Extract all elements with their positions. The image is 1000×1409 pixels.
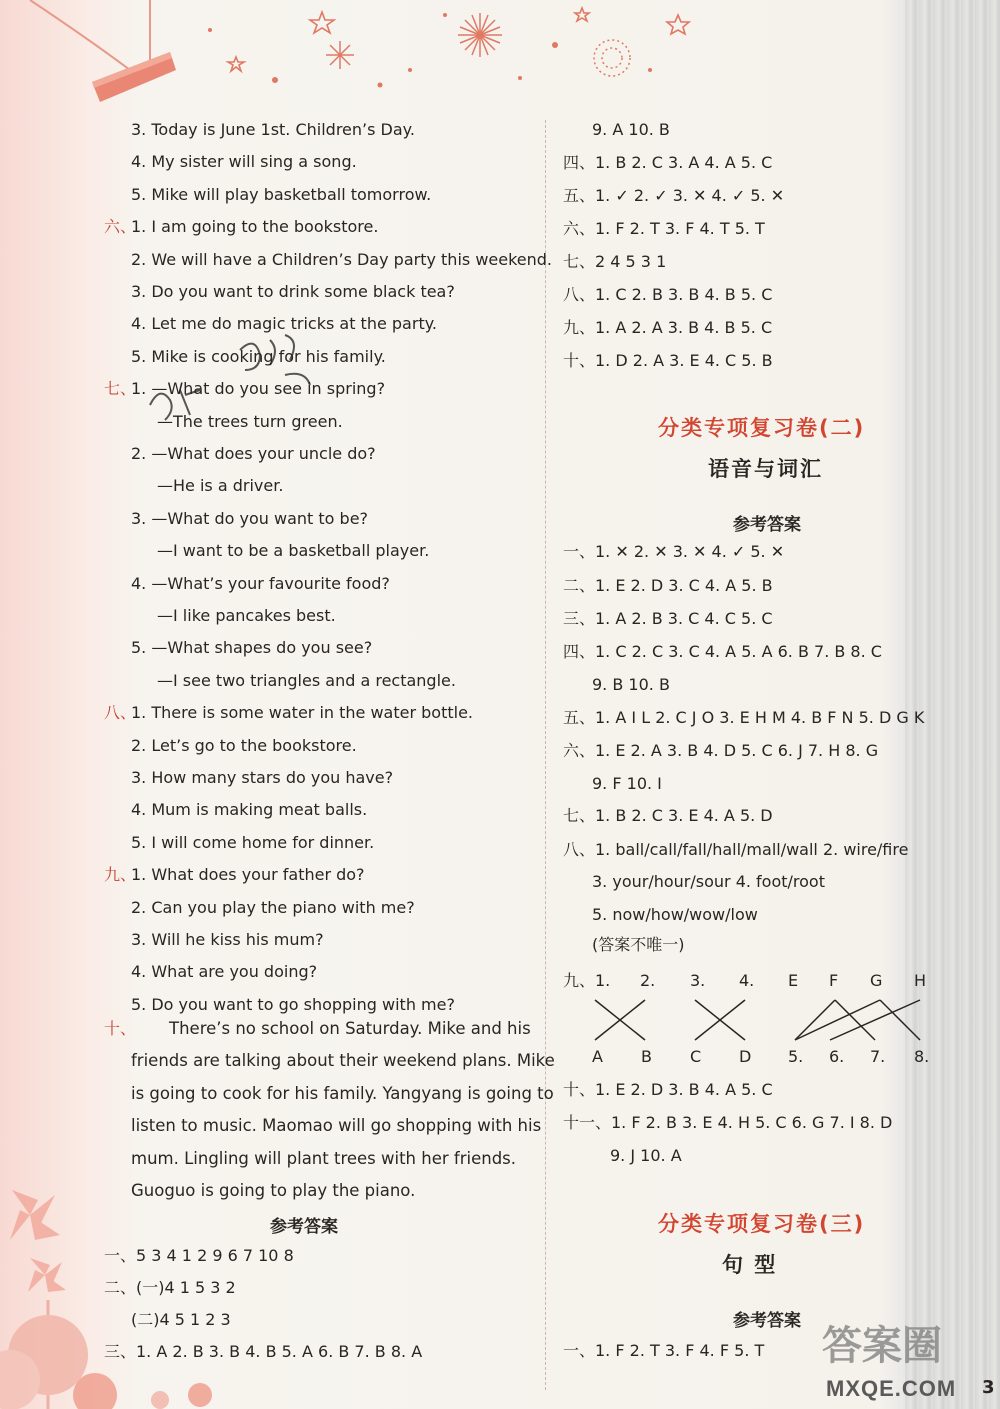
- answer-row: (二)4 5 1 2 3: [131, 1310, 231, 1329]
- sparkle-dots-icon: [208, 13, 652, 88]
- match-label-bottom: 7.: [870, 1047, 886, 1066]
- answer-row: 9. B 10. B: [592, 675, 670, 694]
- match-label-top: 2.: [640, 971, 656, 990]
- section-marker: 十、: [104, 1019, 137, 1038]
- answer-row: 七、1. B 2. C 3. E 4. A 5. D: [563, 806, 773, 825]
- page-number: 3: [982, 1377, 995, 1398]
- answer-row: 四、1. B 2. C 3. A 4. A 5. C: [563, 153, 773, 172]
- answer-line: —I like pancakes best.: [157, 606, 336, 625]
- match-label-top: E: [788, 971, 799, 990]
- swing-icon: [30, 0, 176, 102]
- answer-row: 5. now/how/wow/low: [592, 905, 758, 924]
- section2-title: 分类专项复习卷(二): [658, 416, 866, 440]
- answer-row: 一、1. ✕ 2. ✕ 3. ✕ 4. ✓ 5. ✕: [563, 542, 785, 561]
- match-label-top: 4.: [739, 971, 755, 990]
- match-lines-icon: [590, 995, 930, 1045]
- answer-line: 4. —What’s your favourite food?: [131, 573, 390, 593]
- pinwheel-icon: [10, 1190, 66, 1292]
- answer-line: 2. We will have a Children’s Day party this weekend.: [131, 249, 553, 269]
- answer-row: 六、1. F 2. T 3. F 4. T 5. T: [563, 219, 765, 238]
- answer-row: 六、1. E 2. A 3. B 4. D 5. C 6. J 7. H 8. G: [563, 741, 879, 760]
- passage-line: is going to cook for his family. Yangyang is going to: [131, 1083, 554, 1103]
- section2-subtitle: 语音与词汇: [708, 457, 823, 481]
- answer-row: 八、1. C 2. B 3. B 4. B 5. C: [563, 285, 773, 304]
- left-answers-title: 参考答案: [270, 1217, 338, 1237]
- answer-row: 9. F 10. I: [592, 774, 662, 793]
- match-label-bottom: 5.: [788, 1047, 804, 1066]
- answer-line: —I see two triangles and a rectangle.: [157, 670, 456, 690]
- answer-row: 二、1. E 2. D 3. C 4. A 5. B: [563, 576, 773, 595]
- answer-row: 一、1. F 2. T 3. F 4. F 5. T: [563, 1341, 765, 1360]
- answer-line: 5. Do you want to go shopping with me?: [131, 994, 455, 1014]
- match-label-bottom: C: [690, 1047, 702, 1066]
- answer-row: 十、1. D 2. A 3. E 4. C 5. B: [563, 351, 773, 370]
- match-label-bottom: B: [641, 1047, 652, 1066]
- section2-answers-title: 参考答案: [733, 515, 801, 535]
- section3-subtitle: 句 型: [722, 1253, 778, 1277]
- passage-line: There’s no school on Saturday. Mike and his: [169, 1019, 531, 1038]
- passage-line: Guoguo is going to play the piano.: [131, 1181, 416, 1200]
- watermark-logo: 答案圈: [822, 1323, 942, 1369]
- answer-line: 1. What does your father do?: [131, 865, 365, 885]
- answer-line: 3. —What do you want to be?: [131, 508, 369, 528]
- watermark-site: MXQE.COM: [826, 1376, 957, 1401]
- answer-line: 4. Let me do magic tricks at the party.: [131, 314, 437, 334]
- match-label-bottom: D: [739, 1047, 752, 1066]
- answer-line: 5. —What shapes do you see?: [131, 638, 373, 658]
- answer-row: 七、2 4 5 3 1: [563, 252, 667, 271]
- answer-row: 五、1. ✓ 2. ✓ 3. ✕ 4. ✓ 5. ✕: [563, 186, 785, 205]
- answer-line: 4. What are you doing?: [131, 962, 318, 982]
- answer-row: 9. A 10. B: [592, 120, 670, 139]
- answer-row: 三、1. A 2. B 3. B 4. B 5. A 6. B 7. B 8. A: [104, 1342, 423, 1361]
- answer-line: —He is a driver.: [157, 476, 284, 496]
- answer-row: 二、(一)4 1 5 3 2: [104, 1278, 236, 1297]
- answer-row: 3. your/hour/sour 4. foot/root: [592, 872, 825, 891]
- match-label-bottom: A: [592, 1047, 603, 1066]
- passage-line: friends are talking about their weekend plans. Mike: [131, 1051, 555, 1071]
- section-marker: 八、: [104, 703, 137, 723]
- answer-line: 5. Mike will play basketball tomorrow.: [131, 184, 432, 204]
- match-label-top: 九、1.: [563, 971, 611, 990]
- answer-line: 4. Mum is making meat balls.: [131, 800, 368, 820]
- answer-line: 3. How many stars do you have?: [131, 768, 394, 787]
- section3-answers-title: 参考答案: [733, 1311, 801, 1331]
- answer-line: 2. Can you play the piano with me?: [131, 897, 415, 917]
- answer-row: 十一、1. F 2. B 3. E 4. H 5. C 6. G 7. I 8. D: [563, 1113, 893, 1132]
- star-icon: [228, 8, 689, 71]
- answer-row: 四、1. C 2. C 3. C 4. A 5. A 6. B 7. B 8. C: [563, 642, 882, 661]
- answer-line: —The trees turn green.: [157, 411, 343, 431]
- answer-row: 一、5 3 4 1 2 9 6 7 10 8: [104, 1246, 294, 1265]
- answer-row: 八、1. ball/call/fall/hall/mall/wall 2. wire/fire: [563, 840, 909, 859]
- match-label-top: F: [829, 971, 839, 990]
- answer-line: 1. There is some water in the water bottle.: [131, 703, 473, 723]
- passage-line: listen to music. Maomao will go shopping with his: [131, 1116, 542, 1136]
- answer-row: (答案不唯一): [592, 935, 685, 954]
- answer-row: 三、1. A 2. B 3. C 4. C 5. C: [563, 609, 773, 628]
- answer-line: 5. I will come home for dinner.: [131, 832, 375, 852]
- answer-line: 2. —What does your uncle do?: [131, 444, 376, 463]
- answer-row: 五、1. A I L 2. C J O 3. E H M 4. B F N 5. D G K: [563, 708, 925, 727]
- answer-line: 3. Today is June 1st. Children’s Day.: [131, 120, 415, 139]
- section-marker: 九、: [104, 865, 137, 885]
- answer-line: 2. Let’s go to the bookstore.: [131, 735, 357, 755]
- answer-line: 1. —What do you see in spring?: [131, 379, 386, 399]
- match-label-bottom: 8.: [914, 1047, 930, 1066]
- match-label-top: G: [870, 971, 883, 990]
- answer-line: 5. Mike is cooking for his family.: [131, 346, 386, 366]
- answer-line: —I want to be a basketball player.: [157, 541, 430, 561]
- column-divider: [545, 120, 546, 1390]
- answer-line: 3. Will he kiss his mum?: [131, 930, 324, 949]
- section3-title: 分类专项复习卷(三): [658, 1212, 866, 1236]
- passage-line: mum. Lingling will plant trees with her friends.: [131, 1148, 517, 1168]
- answer-row: 9. J 10. A: [610, 1146, 682, 1165]
- match-label-top: 3.: [690, 971, 706, 990]
- match-label-top: H: [914, 971, 927, 990]
- fireworks-icon: [326, 13, 630, 76]
- answer-row: 九、1. A 2. A 3. B 4. B 5. C: [563, 318, 773, 337]
- answer-line: 3. Do you want to drink some black tea?: [131, 282, 455, 301]
- answer-row: 十、1. E 2. D 3. B 4. A 5. C: [563, 1080, 773, 1099]
- section-marker: 六、: [104, 217, 137, 237]
- section-marker: 七、: [104, 379, 137, 399]
- answer-line: 1. I am going to the bookstore.: [131, 217, 379, 237]
- answer-line: 4. My sister will sing a song.: [131, 152, 357, 172]
- match-label-bottom: 6.: [829, 1047, 845, 1066]
